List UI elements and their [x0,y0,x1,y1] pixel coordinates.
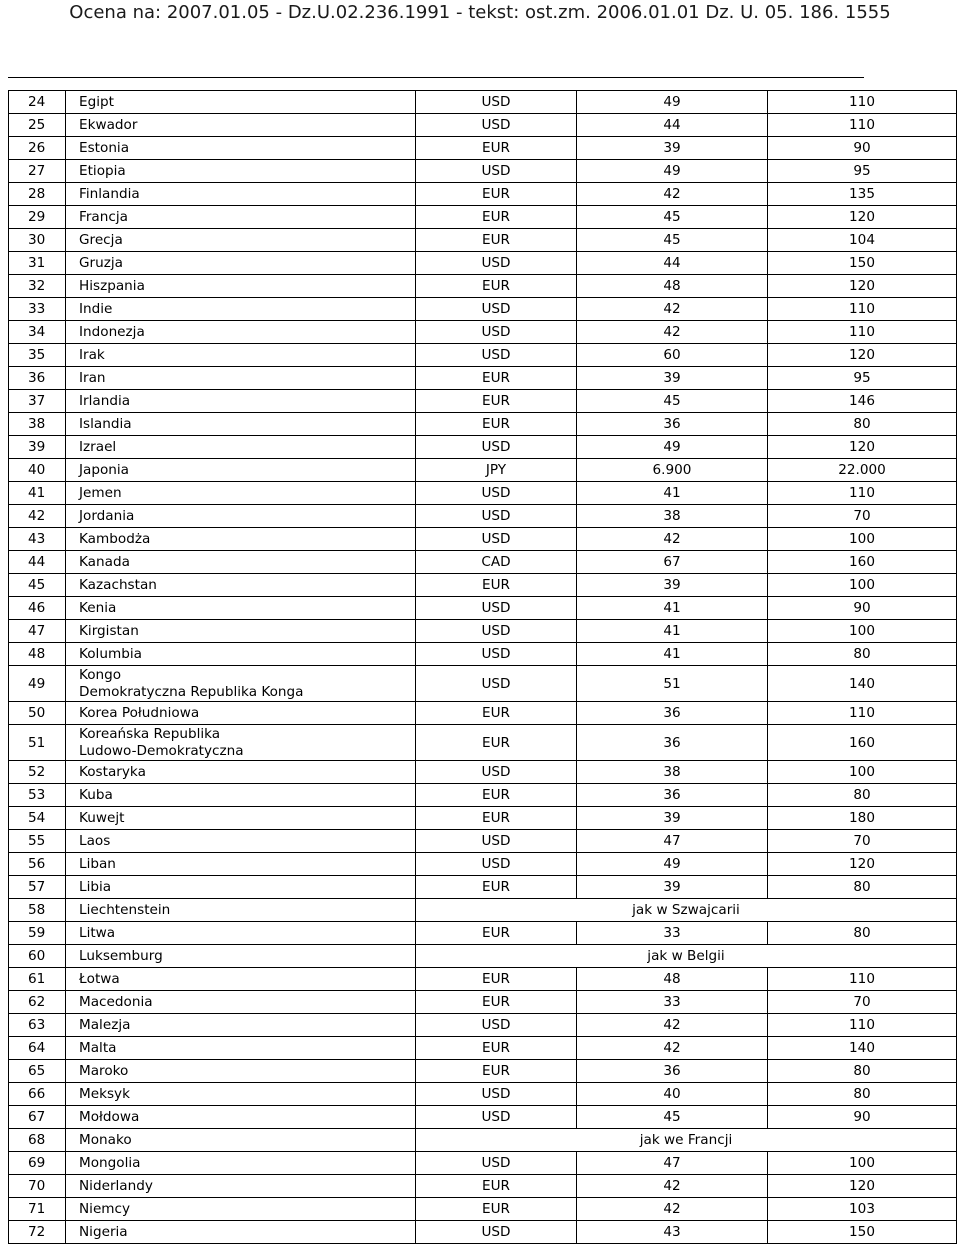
row-number: 64 [9,1037,66,1060]
accommodation-limit: 22.000 [768,459,957,482]
daily-allowance: 39 [577,367,768,390]
currency-code: USD [416,321,577,344]
daily-allowance: 48 [577,968,768,991]
country-name: Macedonia [66,991,416,1014]
row-number: 46 [9,597,66,620]
daily-allowance: 45 [577,206,768,229]
row-number: 56 [9,853,66,876]
table-row [9,643,957,666]
country-name-line-1: Koreańska Republika [79,725,221,742]
table-row [9,436,957,459]
accommodation-limit: 180 [768,807,957,830]
row-number: 59 [9,922,66,945]
currency-code: EUR [416,413,577,436]
row-number: 45 [9,574,66,597]
accommodation-limit: 120 [768,344,957,367]
accommodation-limit: 100 [768,620,957,643]
accommodation-limit: 110 [768,114,957,137]
table-row [9,1106,957,1129]
row-number: 57 [9,876,66,899]
country-name: Japonia [66,459,416,482]
table-row [9,725,957,761]
country-name-line-1: Kongo [79,666,122,683]
row-number: 55 [9,830,66,853]
currency-code: EUR [416,206,577,229]
row-number: 44 [9,551,66,574]
table-row [9,321,957,344]
accommodation-limit: 110 [768,91,957,114]
table-row [9,991,957,1014]
daily-allowance: 67 [577,551,768,574]
table-row [9,1175,957,1198]
row-number: 52 [9,761,66,784]
accommodation-limit: 104 [768,229,957,252]
row-number: 25 [9,114,66,137]
currency-code: USD [416,597,577,620]
daily-allowance: 49 [577,160,768,183]
table-row [9,528,957,551]
currency-code: USD [416,436,577,459]
accommodation-limit: 80 [768,1060,957,1083]
accommodation-limit: 70 [768,505,957,528]
table-row [9,344,957,367]
row-number: 34 [9,321,66,344]
country-name: Kostaryka [66,761,416,784]
table-row [9,183,957,206]
currency-code: EUR [416,1060,577,1083]
currency-code: EUR [416,229,577,252]
table-row [9,1037,957,1060]
table-row [9,1129,957,1152]
accommodation-limit: 80 [768,922,957,945]
country-name: Liban [66,853,416,876]
country-name: Malta [66,1037,416,1060]
daily-allowance: 39 [577,807,768,830]
table-row [9,1014,957,1037]
currency-code: USD [416,528,577,551]
country-name: Kenia [66,597,416,620]
country-name: Iran [66,367,416,390]
table-row [9,620,957,643]
row-number: 28 [9,183,66,206]
row-number: 36 [9,367,66,390]
daily-allowance: 41 [577,620,768,643]
daily-allowance: 36 [577,702,768,725]
accommodation-limit: 160 [768,551,957,574]
daily-allowance: 6.900 [577,459,768,482]
accommodation-limit: 90 [768,597,957,620]
accommodation-limit: 160 [768,725,957,761]
table-row [9,390,957,413]
country-name: Gruzja [66,252,416,275]
daily-allowance: 49 [577,91,768,114]
currency-code: EUR [416,968,577,991]
currency-code: USD [416,252,577,275]
daily-allowance: 47 [577,1152,768,1175]
country-name: Izrael [66,436,416,459]
table-row [9,702,957,725]
country-name: Jordania [66,505,416,528]
currency-code: USD [416,761,577,784]
currency-code: USD [416,482,577,505]
row-number: 43 [9,528,66,551]
row-number: 33 [9,298,66,321]
row-number: 40 [9,459,66,482]
accommodation-limit: 140 [768,666,957,702]
currency-code: USD [416,1221,577,1244]
currency-code: USD [416,344,577,367]
table-row [9,298,957,321]
table-row [9,367,957,390]
currency-code: JPY [416,459,577,482]
accommodation-limit: 70 [768,830,957,853]
accommodation-limit: 120 [768,275,957,298]
header-rule [8,77,864,78]
row-number: 65 [9,1060,66,1083]
row-number: 41 [9,482,66,505]
table-row [9,229,957,252]
country-name: Kambodża [66,528,416,551]
accommodation-limit: 103 [768,1198,957,1221]
currency-code: EUR [416,390,577,413]
row-number: 50 [9,702,66,725]
table-row [9,206,957,229]
daily-allowance: 41 [577,597,768,620]
accommodation-limit: 150 [768,1221,957,1244]
row-number: 67 [9,1106,66,1129]
accommodation-limit: 110 [768,702,957,725]
country-name: Estonia [66,137,416,160]
daily-allowance: 42 [577,528,768,551]
country-name: Kuba [66,784,416,807]
daily-allowance: 51 [577,666,768,702]
country-name: Litwa [66,922,416,945]
accommodation-limit: 120 [768,436,957,459]
country-name: Libia [66,876,416,899]
row-number: 54 [9,807,66,830]
table-row [9,160,957,183]
row-number: 30 [9,229,66,252]
table-row [9,1152,957,1175]
daily-allowance: 42 [577,1037,768,1060]
row-number: 72 [9,1221,66,1244]
currency-code: USD [416,1106,577,1129]
table-row [9,137,957,160]
daily-allowance: 45 [577,229,768,252]
merged-note: jak w Belgii [416,945,957,968]
merged-note: jak w Szwajcarii [416,899,957,922]
currency-code: EUR [416,784,577,807]
daily-allowance: 42 [577,1175,768,1198]
row-number: 35 [9,344,66,367]
country-name: Monako [66,1129,416,1152]
daily-allowance: 36 [577,725,768,761]
currency-code: USD [416,620,577,643]
country-name: Korea Południowa [66,702,416,725]
currency-code: USD [416,505,577,528]
country-name: Malezja [66,1014,416,1037]
currency-code: USD [416,830,577,853]
accommodation-limit: 110 [768,321,957,344]
daily-allowance: 42 [577,183,768,206]
table-row [9,899,957,922]
accommodation-limit: 146 [768,390,957,413]
daily-allowance: 38 [577,505,768,528]
row-number: 60 [9,945,66,968]
country-name: Francja [66,206,416,229]
accommodation-limit: 70 [768,991,957,1014]
daily-allowance: 42 [577,1198,768,1221]
currency-code: EUR [416,702,577,725]
country-name: Mongolia [66,1152,416,1175]
accommodation-limit: 110 [768,1014,957,1037]
country-name: Kolumbia [66,643,416,666]
table-row [9,784,957,807]
accommodation-limit: 100 [768,574,957,597]
currency-code: USD [416,91,577,114]
currency-code: EUR [416,922,577,945]
row-number: 26 [9,137,66,160]
daily-allowance: 44 [577,252,768,275]
currency-code: EUR [416,1198,577,1221]
currency-code: EUR [416,367,577,390]
country-name: Mołdowa [66,1106,416,1129]
accommodation-limit: 100 [768,1152,957,1175]
table-row [9,1060,957,1083]
daily-allowance: 36 [577,413,768,436]
country-name: Egipt [66,91,416,114]
row-number: 48 [9,643,66,666]
country-name: Laos [66,830,416,853]
row-number: 58 [9,899,66,922]
allowance-table [8,90,957,1244]
currency-code: EUR [416,876,577,899]
daily-allowance: 39 [577,876,768,899]
row-number: 29 [9,206,66,229]
country-name: Niderlandy [66,1175,416,1198]
table-row [9,505,957,528]
row-number: 32 [9,275,66,298]
table-row [9,551,957,574]
row-number: 49 [9,666,66,702]
country-name: Kirgistan [66,620,416,643]
table-row [9,413,957,436]
row-number: 42 [9,505,66,528]
daily-allowance: 42 [577,298,768,321]
daily-allowance: 36 [577,784,768,807]
currency-code: USD [416,160,577,183]
daily-allowance: 38 [577,761,768,784]
table-row [9,807,957,830]
accommodation-limit: 110 [768,968,957,991]
table-row [9,482,957,505]
table-row [9,91,957,114]
currency-code: CAD [416,551,577,574]
country-name: Jemen [66,482,416,505]
daily-allowance: 40 [577,1083,768,1106]
daily-allowance: 42 [577,1014,768,1037]
daily-allowance: 41 [577,482,768,505]
country-name: Indie [66,298,416,321]
table-row [9,114,957,137]
country-name: Łotwa [66,968,416,991]
currency-code: USD [416,643,577,666]
accommodation-limit: 135 [768,183,957,206]
accommodation-limit: 140 [768,1037,957,1060]
daily-allowance: 44 [577,114,768,137]
table-row [9,666,957,702]
row-number: 53 [9,784,66,807]
country-name: Finlandia [66,183,416,206]
row-number: 47 [9,620,66,643]
accommodation-limit: 100 [768,528,957,551]
country-name: Ekwador [66,114,416,137]
currency-code: EUR [416,137,577,160]
country-name: Hiszpania [66,275,416,298]
table-row [9,597,957,620]
country-name: Kuwejt [66,807,416,830]
row-number: 51 [9,725,66,761]
country-name: Luksemburg [66,945,416,968]
table-row [9,459,957,482]
daily-allowance: 45 [577,1106,768,1129]
table-row [9,945,957,968]
currency-code: USD [416,114,577,137]
row-number: 37 [9,390,66,413]
row-number: 69 [9,1152,66,1175]
daily-allowance: 41 [577,643,768,666]
accommodation-limit: 80 [768,643,957,666]
row-number: 31 [9,252,66,275]
row-number: 39 [9,436,66,459]
currency-code: EUR [416,807,577,830]
table-row [9,761,957,784]
country-name: Grecja [66,229,416,252]
country-name: Indonezja [66,321,416,344]
currency-code: USD [416,298,577,321]
merged-note: jak we Francji [416,1129,957,1152]
country-name [66,725,416,761]
country-name [66,666,416,702]
currency-code: EUR [416,574,577,597]
currency-code: USD [416,1014,577,1037]
table-row [9,853,957,876]
table-row [9,922,957,945]
accommodation-limit: 110 [768,298,957,321]
row-number: 71 [9,1198,66,1221]
accommodation-limit: 120 [768,853,957,876]
currency-code: USD [416,1083,577,1106]
country-name: Liechtenstein [66,899,416,922]
row-number: 61 [9,968,66,991]
table-row [9,830,957,853]
row-number: 63 [9,1014,66,1037]
row-number: 70 [9,1175,66,1198]
currency-code: EUR [416,1175,577,1198]
daily-allowance: 48 [577,275,768,298]
accommodation-limit: 80 [768,784,957,807]
currency-code: USD [416,1152,577,1175]
currency-code: USD [416,853,577,876]
table-row [9,1083,957,1106]
row-number: 38 [9,413,66,436]
country-name: Islandia [66,413,416,436]
accommodation-limit: 90 [768,1106,957,1129]
currency-code: EUR [416,275,577,298]
table-row [9,968,957,991]
accommodation-limit: 95 [768,367,957,390]
row-number: 68 [9,1129,66,1152]
daily-allowance: 39 [577,574,768,597]
accommodation-limit: 120 [768,206,957,229]
accommodation-limit: 90 [768,137,957,160]
daily-allowance: 36 [577,1060,768,1083]
accommodation-limit: 150 [768,252,957,275]
daily-allowance: 42 [577,321,768,344]
country-name: Irlandia [66,390,416,413]
currency-code: EUR [416,991,577,1014]
row-number: 62 [9,991,66,1014]
country-name: Maroko [66,1060,416,1083]
country-name: Etiopia [66,160,416,183]
currency-code: USD [416,666,577,702]
table-row [9,252,957,275]
daily-allowance: 39 [577,137,768,160]
accommodation-limit: 80 [768,413,957,436]
country-name: Nigeria [66,1221,416,1244]
table-row [9,1221,957,1244]
daily-allowance: 33 [577,922,768,945]
currency-code: EUR [416,725,577,761]
country-name: Meksyk [66,1083,416,1106]
accommodation-limit: 120 [768,1175,957,1198]
daily-allowance: 47 [577,830,768,853]
country-name: Irak [66,344,416,367]
currency-code: EUR [416,1037,577,1060]
daily-allowance: 49 [577,436,768,459]
accommodation-limit: 100 [768,761,957,784]
table-row [9,876,957,899]
accommodation-limit: 80 [768,876,957,899]
accommodation-limit: 110 [768,482,957,505]
country-name: Kanada [66,551,416,574]
daily-allowance: 43 [577,1221,768,1244]
row-number: 27 [9,160,66,183]
daily-allowance: 33 [577,991,768,1014]
table-row [9,275,957,298]
daily-allowance: 60 [577,344,768,367]
row-number: 24 [9,91,66,114]
page-header-title: Ocena na: 2007.01.05 - Dz.U.02.236.1991 - tekst: ost.zm. 2006.01.01 Dz. U. 05. 186. 1555 [69,2,891,23]
country-name-line-2: Ludowo-Demokratyczna [79,742,244,759]
table-row [9,1198,957,1221]
row-number: 66 [9,1083,66,1106]
accommodation-limit: 80 [768,1083,957,1106]
accommodation-limit: 95 [768,160,957,183]
country-name-line-2: Demokratyczna Republika Konga [79,683,304,700]
table-body [9,91,957,1244]
country-name: Kazachstan [66,574,416,597]
currency-code: EUR [416,183,577,206]
table-row [9,574,957,597]
country-name: Niemcy [66,1198,416,1221]
daily-allowance: 45 [577,390,768,413]
daily-allowance: 49 [577,853,768,876]
